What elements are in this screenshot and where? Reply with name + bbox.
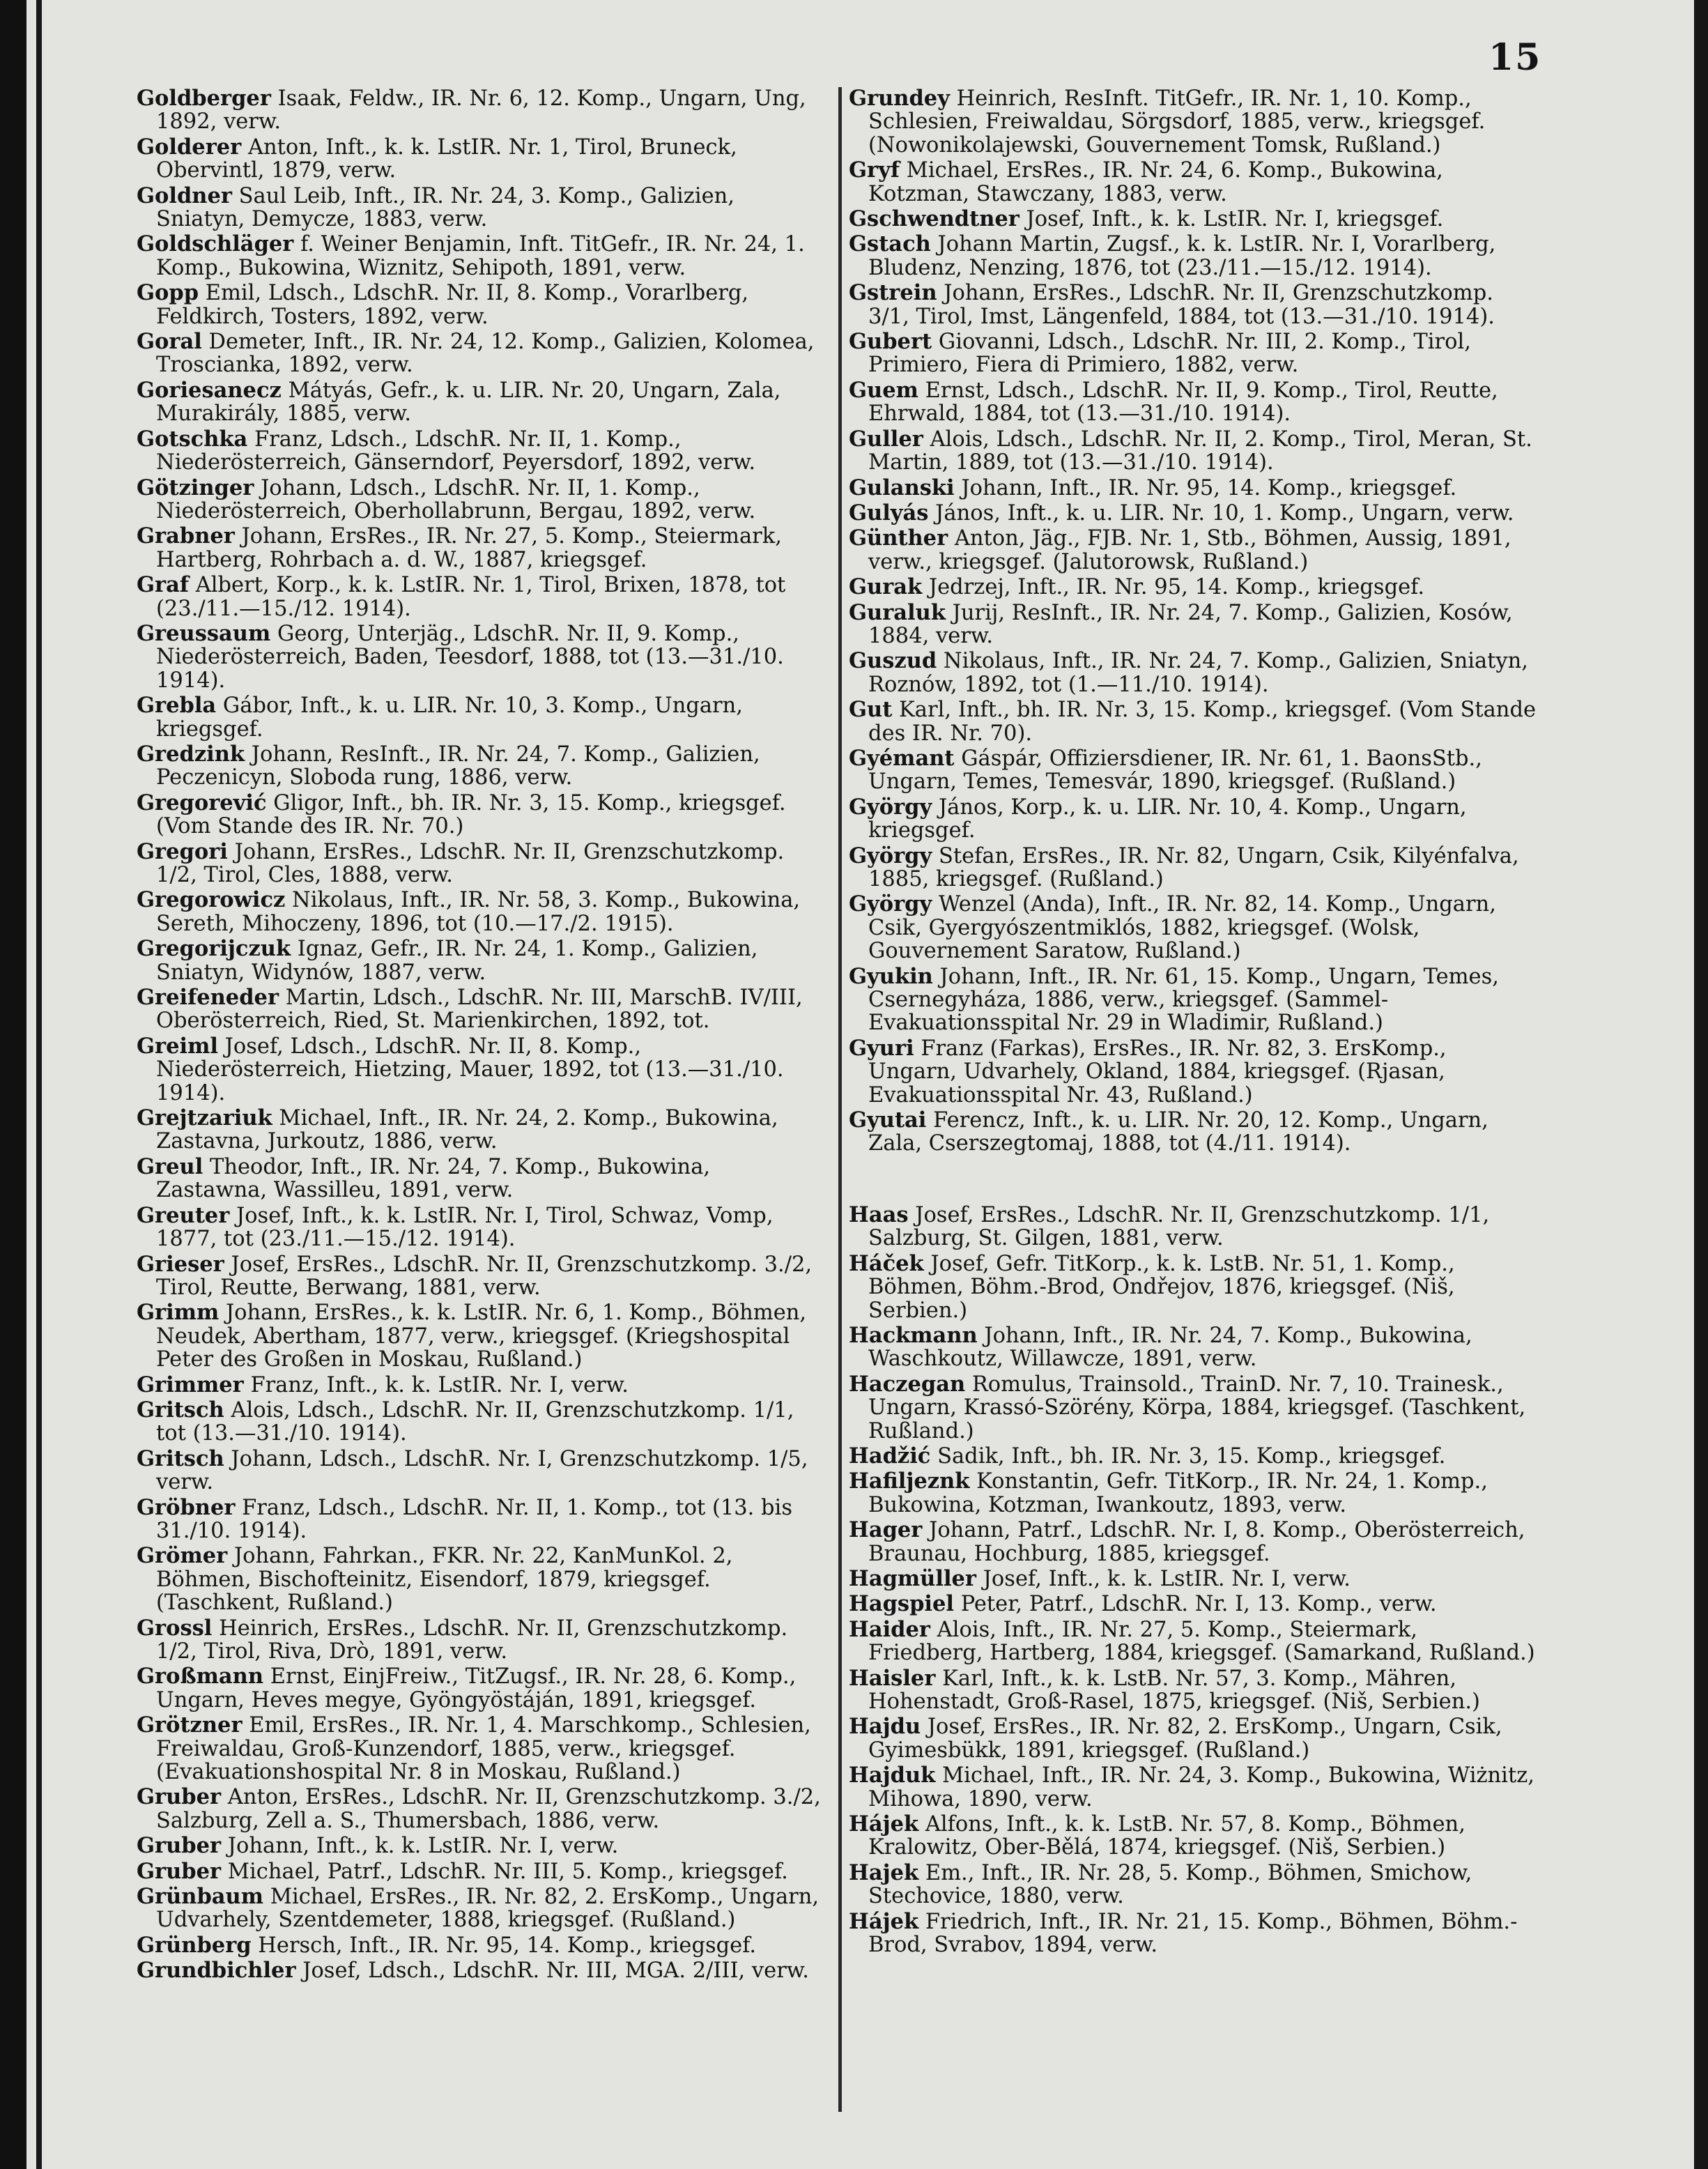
- register-entry: [849, 1862, 1539, 1908]
- entry-details: Josef, ErsRes., LdschR. Nr. II, Grenzschutzkomp. 3./2, Tirol, Reutte, Berwang, 1881, verw.: [156, 1252, 813, 1300]
- entry-details: Johann, Inft., IR. Nr. 61, 15. Komp., Ungarn, Temes, Csernegyháza, 1886, verw., kriegsgef. (Sammel-Evakuationsspital Nr. 29 in Wladimir, Rußland.): [868, 964, 1499, 1036]
- register-entry: [849, 1715, 1539, 1762]
- entry-details: Josef, Gefr. TitKorp., k. k. LstB. Nr. 51, 1. Komp., Böhmen, Böhm.-Brod, Ondřejov, 1876, kriegsgef. (Niš, Serbien.): [868, 1251, 1455, 1323]
- entry-details: Alfons, Inft., k. k. LstB. Nr. 57, 8. Komp., Böhmen, Kralowitz, Ober-Bělá, 1874, kriegsgef. (Niš, Serbien.): [868, 1812, 1465, 1860]
- entry-details: Josef, Inft., k. k. LstIR. Nr. I, Tirol, Schwaz, Vomp, 1877, tot (23./11.—15./12. 1914).: [156, 1203, 774, 1252]
- entry-surname: Háček: [849, 1250, 924, 1276]
- entry-details: Johann Martin, Zugsf., k. k. LstIR. Nr. I, Vorarlberg, Bludenz, Nenzing, 1876, tot (23./11.—15./12. 1914).: [868, 232, 1496, 280]
- entry-details: Johann, ErsRes., k. k. LstIR. Nr. 6, 1. Komp., Böhmen, Neudek, Abertham, 1877, verw., kriegsgef. (Kriegshospital Peter des Großen in Moskau, Rußland.): [156, 1301, 807, 1372]
- entry-surname: Hafiljeznk: [849, 1469, 970, 1494]
- entry-details: Jedrzej, Inft., IR. Nr. 95, 14. Komp., kriegsgef.: [928, 575, 1425, 600]
- entry-surname: Gregorowicz: [137, 887, 286, 913]
- entry-details: Franz, Ldsch., LdschR. Nr. II, 1. Komp., Niederösterreich, Gänserndorf, Peyersdorf, 1892, verw.: [156, 427, 756, 475]
- scan-border-left: [0, 0, 26, 2169]
- entry-surname: Grimmer: [137, 1372, 244, 1397]
- register-entry: [137, 838, 826, 887]
- entry-surname: Goriesanecz: [137, 377, 282, 403]
- entry-details: Michael, Patrf., LdschR. Nr. III, 5. Komp., kriegsgef.: [227, 1859, 788, 1884]
- entry-details: Karl, Inft., k. k. LstB. Nr. 57, 3. Komp., Mähren, Hohenstadt, Groß-Rasel, 1875, kriegsgef. (Niš, Serbien.): [868, 1666, 1480, 1714]
- entry-details: Jurij, ResInft., IR. Nr. 24, 7. Komp., Galizien, Kosów, 1884, verw.: [868, 600, 1513, 648]
- register-entry: [849, 965, 1539, 1035]
- entry-surname: Götzinger: [137, 475, 254, 500]
- register-entry: [849, 796, 1539, 843]
- entry-details: Michael, Inft., IR. Nr. 24, 2. Komp., Bukowina, Zastavna, Jurkoutz, 1886, verw.: [156, 1106, 778, 1154]
- entry-surname: Gyukin: [849, 963, 933, 989]
- entry-surname: Grossl: [137, 1615, 213, 1641]
- entry-surname: Gyuri: [849, 1035, 914, 1061]
- entry-surname: Hájek: [849, 1908, 919, 1934]
- register-entry: [137, 87, 826, 134]
- register-entry: [849, 698, 1539, 745]
- entry-surname: Gyémant: [849, 745, 955, 771]
- entry-surname: Hajek: [849, 1860, 919, 1885]
- register-entry: [137, 622, 826, 692]
- entry-details: Ernst, EinjFreiw., TitZugsf., IR. Nr. 28, 6. Komp., Ungarn, Heves megye, Gyöngyöstáján, 1891, kriegsgef.: [156, 1664, 797, 1712]
- register-entry: [137, 525, 826, 572]
- register-entry: [137, 889, 826, 935]
- register-entry: [137, 1204, 826, 1251]
- entry-details: Michael, ErsRes., IR. Nr. 82, 2. ErsKomp., Ungarn, Udvarhely, Szentdemeter, 1888, kriegsgef. (Rußland.): [156, 1885, 820, 1933]
- register-entry: [849, 1667, 1539, 1714]
- register-entry: [137, 1374, 826, 1397]
- register-entry: [849, 1618, 1539, 1665]
- entry-details: Karl, Inft., bh. IR. Nr. 3, 15. Komp., kriegsgef. (Vom Stande des IR. Nr. 70).: [868, 698, 1537, 746]
- register-entry: [849, 208, 1539, 231]
- entry-details: Johann, ResInft., IR. Nr. 24, 7. Komp., Galizien, Peczenicyn, Sloboda rung, 1886, verw.: [156, 742, 760, 790]
- entry-surname: Gopp: [137, 280, 199, 306]
- entry-details: Heinrich, ErsRes., LdschR. Nr. II, Grenzschutzkomp. 1/2, Tirol, Riva, Drò, 1891, verw.: [156, 1616, 788, 1664]
- register-entry: [849, 1910, 1539, 1957]
- register-entry: [137, 1448, 826, 1494]
- entry-surname: György: [849, 843, 932, 868]
- entry-details: Demeter, Inft., IR. Nr. 24, 12. Komp., Galizien, Kolomea, Troscianka, 1892, verw.: [156, 330, 815, 378]
- register-entry: [137, 986, 826, 1033]
- entry-surname: Golderer: [137, 134, 242, 160]
- entry-details: Josef, ErsRes., IR. Nr. 82, 2. ErsKomp., Ungarn, Csik, Gyimesbükk, 1891, kriegsgef. (Rußland.): [868, 1715, 1502, 1763]
- register-entry: [849, 159, 1539, 206]
- register-entry: [849, 1593, 1539, 1616]
- entry-details: Josef, ErsRes., LdschR. Nr. II, Grenzschutzkomp. 1/1, Salzburg, St. Gilgen, 1881, verw.: [868, 1202, 1490, 1251]
- entry-details: Isaak, Feldw., IR. Nr. 6, 12. Komp., Ungarn, Ung, 1892, verw.: [156, 86, 806, 135]
- register-entry: [137, 1253, 826, 1300]
- entry-surname: Guem: [849, 377, 918, 403]
- entry-surname: Gut: [849, 697, 893, 723]
- entry-details: Alois, Ldsch., LdschR. Nr. II, 2. Komp., Tirol, Meran, St. Martin, 1889, tot (13.—31./10. 1914).: [868, 427, 1532, 475]
- entry-details: János, Korp., k. u. LIR. Nr. 10, 4. Komp., Ungarn, kriegsgef.: [868, 795, 1467, 843]
- register-entry: [849, 330, 1539, 377]
- entry-details: Gábor, Inft., k. u. LIR. Nr. 10, 3. Komp., Ungarn, kriegsgef.: [156, 693, 743, 742]
- entry-surname: Gschwendtner: [849, 206, 1020, 232]
- entry-surname: Hackmann: [849, 1322, 978, 1348]
- entry-surname: Gritsch: [137, 1397, 224, 1423]
- entry-surname: Gredzink: [137, 741, 245, 767]
- entry-surname: Großmann: [137, 1664, 264, 1689]
- entry-details: Romulus, Trainsold., TrainD. Nr. 7, 10. Trainesk., Ungarn, Krassó-Szörény, Körpa, 1884, kriegsgef. (Taschkent, Rußland.): [868, 1372, 1526, 1443]
- entry-surname: Gregorijczuk: [137, 936, 291, 962]
- entry-surname: Goldschläger: [137, 231, 294, 257]
- right-column: [849, 87, 1539, 1959]
- entry-details: János, Inft., k. u. LIR. Nr. 10, 1. Komp., Ungarn, verw.: [935, 500, 1514, 526]
- entry-details: Johann, Ldsch., LdschR. Nr. II, 1. Komp., Niederösterreich, Oberhollabrunn, Bergau, 1892, verw.: [156, 475, 756, 523]
- register-entry: [137, 1156, 826, 1202]
- entry-details: Ignaz, Gefr., IR. Nr. 24, 1. Komp., Galizien, Sniatyn, Widynów, 1887, verw.: [156, 937, 758, 985]
- register-entry: [849, 233, 1539, 279]
- entry-surname: Hadžić: [849, 1443, 931, 1469]
- register-entry: [137, 1860, 826, 1883]
- entry-surname: Hájek: [849, 1811, 919, 1837]
- register-entry: [849, 1470, 1539, 1517]
- entry-surname: Gregori: [137, 838, 228, 864]
- entry-details: Georg, Unterjäg., LdschR. Nr. II, 9. Komp., Niederösterreich, Baden, Teesdorf, 1888, tot (13.—31./10. 1914).: [156, 621, 784, 693]
- entry-surname: Grabner: [137, 523, 235, 549]
- entry-surname: Guller: [849, 426, 923, 452]
- register-entry: [849, 282, 1539, 328]
- entry-surname: Grimm: [137, 1300, 220, 1326]
- entry-details: Josef, Inft., k. k. LstIR. Nr. I, kriegsgef.: [1026, 207, 1444, 232]
- register-entry: [137, 937, 826, 984]
- register-entry: [137, 1934, 826, 1957]
- entry-surname: Greuter: [137, 1202, 230, 1228]
- register-entry: [849, 1445, 1539, 1468]
- register-entry: [849, 379, 1539, 426]
- entry-surname: Gruber: [137, 1858, 222, 1884]
- entry-surname: Grundbichler: [137, 1958, 296, 1984]
- entry-details: Ferencz, Inft., k. u. LIR. Nr. 20, 12. Komp., Ungarn, Zala, Cserszegtomaj, 1888, tot (4./11. 1914).: [868, 1108, 1488, 1156]
- entry-details: Giovanni, Ldsch., LdschR. Nr. III, 2. Komp., Tirol, Primiero, Fiera di Primiero, 1882, verw.: [868, 330, 1471, 378]
- entry-details: Johann, Patrf., LdschR. Nr. I, 8. Komp., Oberösterreich, Braunau, Hochburg, 1885, kriegsgef.: [868, 1518, 1525, 1566]
- entry-surname: Hager: [849, 1517, 923, 1543]
- entry-surname: Grünberg: [137, 1932, 252, 1958]
- entry-details: Gligor, Inft., bh. IR. Nr. 3, 15. Komp., kriegsgef. (Vom Stande des IR. Nr. 70.): [156, 790, 786, 839]
- entry-surname: Hagspiel: [849, 1591, 954, 1617]
- entry-surname: Günther: [849, 526, 948, 551]
- entry-surname: Greul: [137, 1154, 203, 1179]
- entry-details: Em., Inft., IR. Nr. 28, 5. Komp., Böhmen, Smichow, Stechovice, 1880, verw.: [868, 1860, 1472, 1909]
- scan-border-right: [1694, 0, 1708, 2169]
- entry-surname: Haczegan: [849, 1371, 966, 1397]
- entry-surname: Gruber: [137, 1833, 222, 1859]
- entry-details: Michael, Inft., IR. Nr. 24, 3. Komp., Bukowina, Wiżnitz, Mihowa, 1890, verw.: [868, 1763, 1534, 1811]
- register-entry: [849, 477, 1539, 500]
- entry-surname: Grejtzariuk: [137, 1105, 272, 1131]
- register-entry: [849, 845, 1539, 891]
- entry-surname: Gyutai: [849, 1108, 927, 1133]
- left-column: [137, 87, 826, 1985]
- entry-details: Theodor, Inft., IR. Nr. 24, 7. Komp., Bukowina, Zastawna, Wassilleu, 1891, verw.: [156, 1154, 711, 1203]
- entry-details: Alois, Inft., IR. Nr. 27, 5. Komp., Steiermark, Friedberg, Hartberg, 1884, kriegsgef. (Samarkand, Rußland.): [868, 1617, 1535, 1666]
- register-entry: [849, 1519, 1539, 1565]
- entry-surname: Gstach: [849, 231, 931, 257]
- register-entry: [849, 1373, 1539, 1443]
- register-entry: [849, 1324, 1539, 1371]
- register-entry: [849, 1565, 1539, 1591]
- entry-details: Anton, ErsRes., LdschR. Nr. II, Grenzschutzkomp. 3./2, Salzburg, Zell a. S., Thumersbach, 1886, verw.: [156, 1785, 821, 1833]
- register-entry: [137, 233, 826, 279]
- entry-details: Anton, Jäg., FJB. Nr. 1, Stb., Böhmen, Aussig, 1891, verw., kriegsgef. (Jalutorowsk, Rußland.): [868, 526, 1511, 574]
- entry-details: Johann, Inft., IR. Nr. 95, 14. Komp., kriegsgef.: [961, 475, 1457, 500]
- entry-surname: Gryf: [849, 158, 900, 183]
- register-entry: [137, 477, 826, 523]
- entry-details: Stefan, ErsRes., IR. Nr. 82, Ungarn, Csik, Kilyénfalva, 1885, kriegsgef. (Rußland.): [868, 843, 1519, 891]
- entry-details: Friedrich, Inft., IR. Nr. 21, 15. Komp., Böhmen, Böhm.-Brod, Svrabov, 1894, verw.: [868, 1909, 1518, 1958]
- register-entry: [849, 527, 1539, 574]
- entry-details: Josef, Ldsch., LdschR. Nr. II, 8. Komp., Niederösterreich, Hietzing, Mauer, 1892, tot (13.—31./10. 1914).: [156, 1034, 784, 1105]
- entry-details: Emil, ErsRes., IR. Nr. 1, 4. Marschkomp., Schlesien, Freiwaldau, Groß-Kunzendorf, 1885, verw., kriegsgef. (Evakuationshospital Nr. 8 in Moskau, Rußland.): [156, 1713, 811, 1785]
- entry-surname: Gulanski: [849, 475, 955, 500]
- entry-details: Alois, Ldsch., LdschR. Nr. II, Grenzschutzkomp. 1/1, tot (13.—31./10. 1914).: [156, 1397, 794, 1446]
- entry-surname: Haas: [849, 1202, 909, 1227]
- entry-surname: Guraluk: [849, 599, 946, 625]
- register-entry: [137, 282, 826, 328]
- entry-details: Emil, Ldsch., LdschR. Nr. II, 8. Komp., Vorarlberg, Feldkirch, Tosters, 1892, verw.: [156, 281, 749, 329]
- entry-details: Wenzel (Anda), Inft., IR. Nr. 82, 14. Komp., Ungarn, Csik, Gyergyószentmiklós, 1882, kriegsgef. (Wolsk, Gouvernement Saratow, Rußland.): [868, 892, 1496, 964]
- register-entry: [849, 650, 1539, 696]
- register-entry: [849, 1109, 1539, 1156]
- entry-details: Josef, Inft., k. k. LstIR. Nr. I, verw.: [983, 1566, 1351, 1591]
- entry-details: Hersch, Inft., IR. Nr. 95, 14. Komp., kriegsgef.: [258, 1933, 757, 1958]
- register-entry: [849, 1204, 1539, 1250]
- register-entry: [137, 1959, 826, 1982]
- entry-surname: Grötzner: [137, 1712, 243, 1738]
- register-entry: [137, 1035, 826, 1105]
- register-entry: [137, 574, 826, 620]
- entry-details: Johann, ErsRes., LdschR. Nr. II, Grenzschutzkomp. 1/2, Tirol, Cles, 1888, verw.: [156, 839, 785, 887]
- entry-details: Peter, Patrf., LdschR. Nr. I, 13. Komp., verw.: [960, 1592, 1437, 1617]
- entry-details: Johann, Inft., k. k. LstIR. Nr. I, verw.: [227, 1834, 619, 1859]
- entry-surname: Haisler: [849, 1665, 936, 1691]
- entry-surname: Grünbaum: [137, 1884, 264, 1910]
- entry-surname: Gregorević: [137, 790, 267, 815]
- entry-surname: Goldner: [137, 183, 232, 208]
- entry-surname: Gubert: [849, 329, 932, 355]
- entry-surname: Greifeneder: [137, 985, 279, 1011]
- register-entry: [137, 694, 826, 741]
- register-entry: [849, 1252, 1539, 1322]
- register-entry: [849, 1813, 1539, 1860]
- entry-surname: Gurak: [849, 574, 923, 600]
- scan-border-left-inner: [36, 0, 42, 2169]
- register-entry: [137, 428, 826, 475]
- entry-surname: György: [849, 891, 932, 917]
- entry-surname: Grundey: [849, 86, 950, 111]
- entry-details: Johann, Ldsch., LdschR. Nr. I, Grenzschutzkomp. 1/5, verw.: [156, 1446, 808, 1495]
- entry-surname: Grieser: [137, 1251, 224, 1277]
- register-entry: [849, 428, 1539, 475]
- entry-surname: Graf: [137, 572, 189, 598]
- entry-surname: Grebla: [137, 693, 217, 719]
- entry-surname: György: [849, 794, 932, 820]
- column-divider: [838, 87, 842, 2112]
- register-entry: [849, 1037, 1539, 1107]
- entry-details: Franz (Farkas), ErsRes., IR. Nr. 82, 3. ErsKomp., Ungarn, Udvarhely, Okland, 1884, kriegsgef. (Rjasan, Evakuationsspital Nr. 43, Rußland.): [868, 1036, 1447, 1108]
- entry-details: Saul Leib, Inft., IR. Nr. 24, 3. Komp., Galizien, Sniatyn, Demycze, 1883, verw.: [156, 183, 734, 232]
- entry-details: Nikolaus, Inft., IR. Nr. 24, 7. Komp., Galizien, Sniatyn, Roznów, 1892, tot (1.—11./10. 1914).: [868, 649, 1528, 697]
- entry-surname: Gstrein: [849, 280, 937, 306]
- entry-details: f. Weiner Benjamin, Inft. TitGefr., IR. Nr. 24, 1. Komp., Bukowina, Wiznitz, Sehipoth, 1891, verw.: [156, 232, 805, 280]
- entry-surname: Goral: [137, 329, 202, 355]
- register-entry: [849, 1764, 1539, 1811]
- register-entry: [137, 1665, 826, 1712]
- register-entry: [137, 136, 826, 183]
- register-entry: [137, 1545, 826, 1614]
- register-entry: [849, 87, 1539, 157]
- entry-surname: Greiml: [137, 1033, 218, 1059]
- entry-details: Sadik, Inft., bh. IR. Nr. 3, 15. Komp., kriegsgef.: [937, 1443, 1446, 1469]
- entry-surname: Gotschka: [137, 426, 248, 452]
- register-entry: [137, 1399, 826, 1446]
- entry-details: Heinrich, ResInft. TitGefr., IR. Nr. 1, 10. Komp., Schlesien, Freiwaldau, Sörgsdorf, 1885, verw., kriegsgef. (Nowonikolajewski, Gouvernement Tomsk, Rußland.): [868, 86, 1486, 158]
- entry-surname: Goldberger: [137, 86, 271, 111]
- entry-surname: Haider: [849, 1616, 930, 1642]
- entry-details: Martin, Ldsch., LdschR. Nr. III, MarschB. IV/III, Oberösterreich, Ried, St. Marienkirchen, 1892, tot.: [156, 986, 803, 1034]
- entry-surname: Guszud: [849, 648, 937, 674]
- register-entry: [137, 330, 826, 377]
- register-entry: [849, 747, 1539, 794]
- entry-surname: Gritsch: [137, 1446, 224, 1471]
- register-entry: [137, 1834, 826, 1857]
- section-gap: [849, 1158, 1539, 1204]
- entry-surname: Gulyás: [849, 500, 929, 526]
- entry-details: Konstantin, Gefr. TitKorp., IR. Nr. 24, 1. Komp., Bukowina, Kotzman, Iwankoutz, 1893, verw.: [868, 1469, 1488, 1517]
- entry-surname: Hajduk: [849, 1763, 936, 1788]
- entry-surname: Hajdu: [849, 1714, 921, 1740]
- entry-details: Johann, Fahrkan., FKR. Nr. 22, KanMunKol. 2, Böhmen, Bischofteinitz, Eisendorf, 1879, kriegsgef. (Taschkent, Rußland.): [156, 1544, 733, 1616]
- entry-surname: Hagmüller: [849, 1565, 976, 1591]
- entry-details: Ernst, Ldsch., LdschR. Nr. II, 9. Komp., Tirol, Reutte, Ehrwald, 1884, tot (13.—31./10. 1914).: [868, 378, 1498, 427]
- entry-details: Josef, Ldsch., LdschR. Nr. III, MGA. 2/III, verw.: [302, 1959, 809, 1984]
- register-entry: [849, 601, 1539, 648]
- page-number: 15: [1488, 36, 1542, 79]
- register-entry: [137, 1714, 826, 1784]
- entry-details: Michael, ErsRes., IR. Nr. 24, 6. Komp., Bukowina, Kotzman, Stawczany, 1883, verw.: [868, 158, 1443, 206]
- register-entry: [137, 379, 826, 426]
- entry-details: Johann, ErsRes., LdschR. Nr. II, Grenzschutzkomp. 3/1, Tirol, Imst, Längenfeld, 1884, tot (13.—31./10. 1914).: [868, 281, 1495, 329]
- entry-details: Johann, ErsRes., IR. Nr. 27, 5. Komp., Steiermark, Hartberg, Rohrbach a. d. W., 1887, kriegsgef.: [156, 524, 782, 572]
- register-entry: [137, 743, 826, 790]
- entry-surname: Grömer: [137, 1543, 228, 1569]
- entry-details: Anton, Inft., k. k. LstIR. Nr. 1, Tirol, Bruneck, Obervintl, 1879, verw.: [156, 135, 737, 183]
- entry-surname: Greussaum: [137, 620, 271, 646]
- entry-details: Mátyás, Gefr., k. u. LIR. Nr. 20, Ungarn, Zala, Murakirály, 1885, verw.: [156, 378, 781, 427]
- entry-details: Franz, Ldsch., LdschR. Nr. II, 1. Komp., tot (13. bis 31./10. 1914).: [156, 1495, 792, 1543]
- register-entry: [137, 185, 826, 231]
- entry-details: Franz, Inft., k. k. LstIR. Nr. I, verw.: [250, 1372, 629, 1397]
- entry-details: Nikolaus, Inft., IR. Nr. 58, 3. Komp., Bukowina, Sereth, Mihoczeny, 1896, tot (10.—17./2. 1915).: [156, 888, 801, 936]
- register-entry: [849, 893, 1539, 963]
- entry-surname: Gruber: [137, 1784, 222, 1810]
- register-entry: [137, 1617, 826, 1664]
- entry-details: Gáspár, Offiziersdiener, IR. Nr. 61, 1. BaonsStb., Ungarn, Temes, Temesvár, 1890, kriegsgef. (Rußland.): [868, 746, 1482, 795]
- entry-details: Albert, Korp., k. k. LstIR. Nr. 1, Tirol, Brixen, 1878, tot (23./11.—15./12. 1914).: [156, 573, 786, 621]
- register-entry: [137, 1301, 826, 1371]
- entry-surname: Gröbner: [137, 1494, 236, 1520]
- register-entry: [137, 1885, 826, 1932]
- register-entry: [137, 1496, 826, 1543]
- register-entry: [137, 1786, 826, 1832]
- register-entry: [137, 792, 826, 838]
- register-entry: [849, 502, 1539, 525]
- register-entry: [849, 576, 1539, 599]
- register-entry: [137, 1107, 826, 1154]
- entry-details: Johann, Inft., IR. Nr. 24, 7. Komp., Bukowina, Waschkoutz, Willawcze, 1891, verw.: [868, 1323, 1472, 1372]
